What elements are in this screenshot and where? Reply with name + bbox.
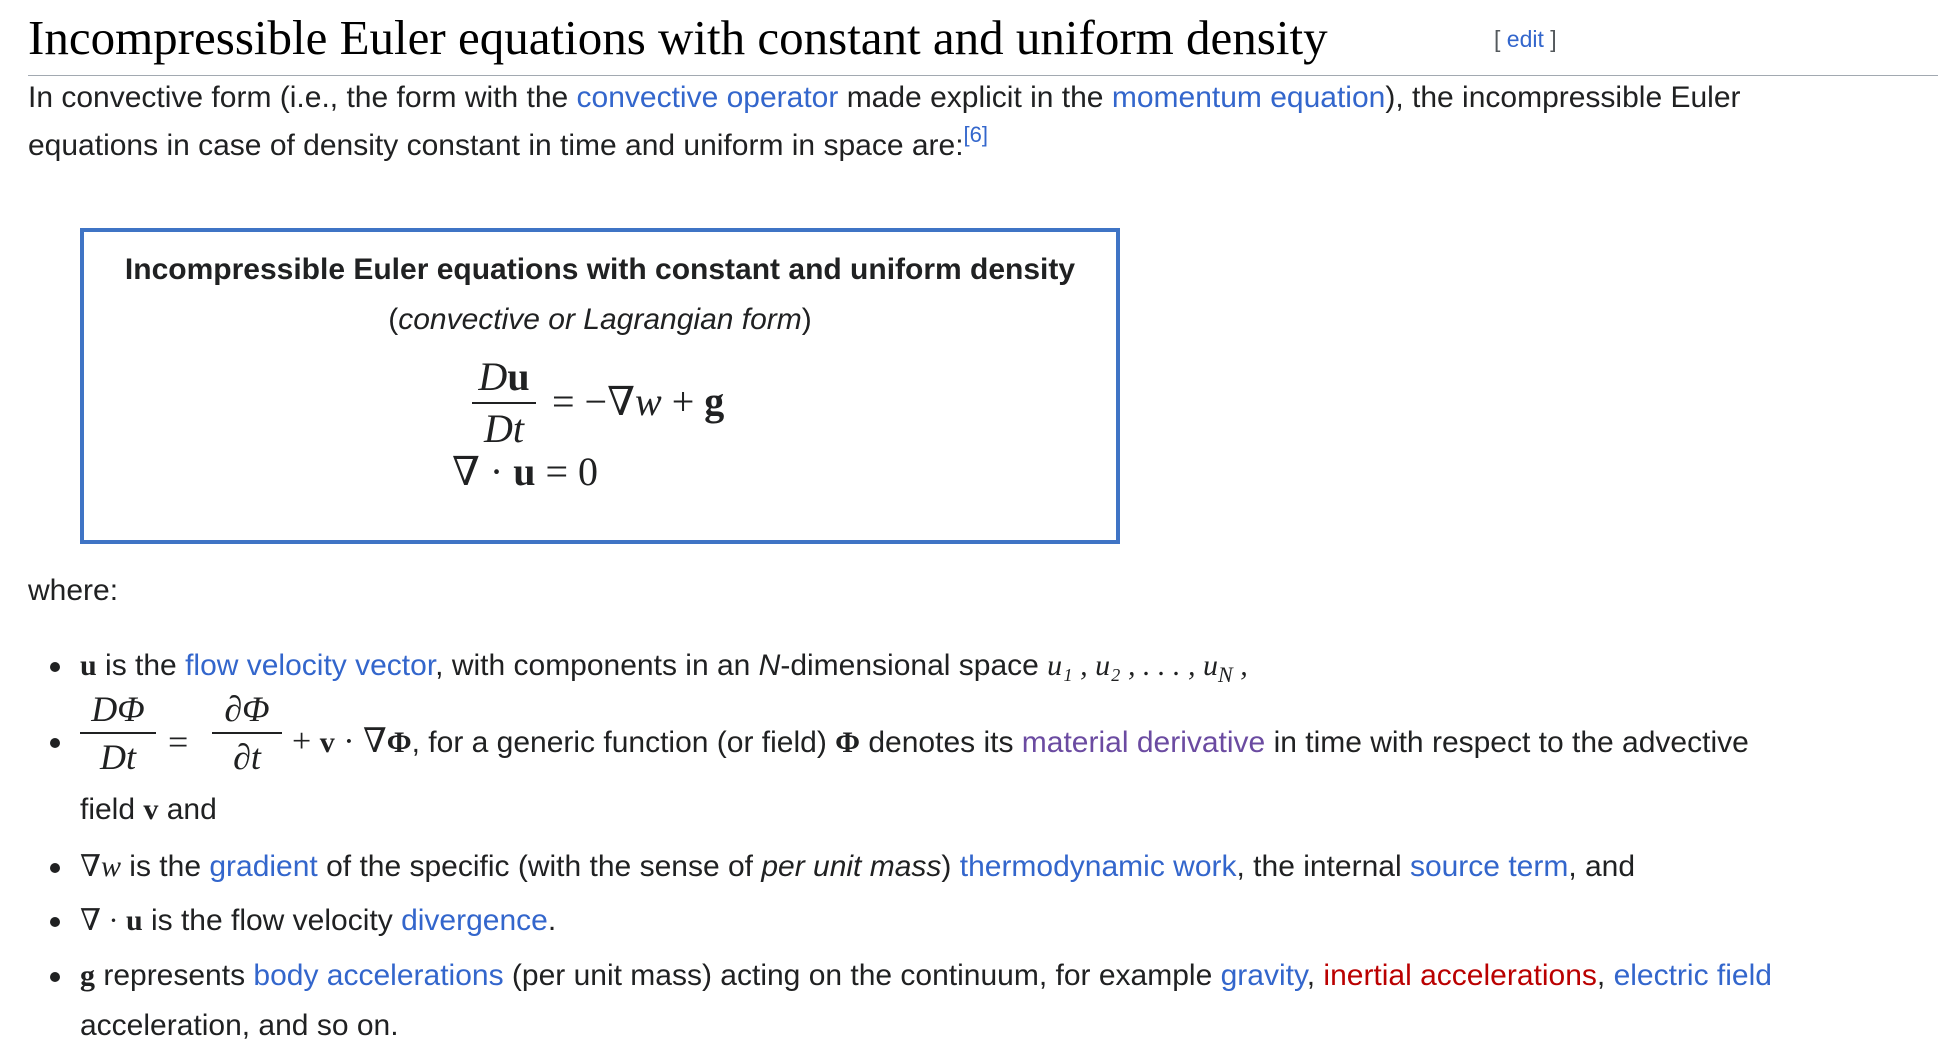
plus-sign: + — [292, 723, 320, 760]
bullet — [50, 972, 60, 982]
list-text: , for a generic function (or field) — [411, 726, 836, 759]
dot-nabla: · ∇ — [334, 723, 387, 760]
body-accelerations-link[interactable]: body accelerations — [253, 959, 504, 992]
gradient-link[interactable]: gradient — [209, 850, 318, 883]
edit-link[interactable]: edit — [1506, 26, 1544, 52]
list-text: ) — [941, 850, 960, 883]
momentum-rhs — [552, 380, 724, 424]
flow-velocity-vector-link[interactable]: flow velocity vector — [185, 649, 436, 682]
list-text: (per unit mass) acting on the continuum, for example — [503, 959, 1221, 992]
electric-field-link[interactable]: electric field — [1613, 959, 1772, 992]
list-text: , — [1306, 959, 1324, 992]
list-text: in time with respect to the advective — [1265, 726, 1749, 759]
momentum-equation-link[interactable]: momentum equation — [1111, 81, 1386, 114]
partial-derivative-fraction — [212, 688, 282, 778]
rhs-w: w — [635, 379, 662, 424]
list-text: , with components in an — [435, 649, 759, 682]
equals-sign: = — [168, 722, 189, 762]
material-derivative-link[interactable]: material derivative — [1021, 726, 1266, 759]
divergence-link[interactable]: divergence — [401, 904, 548, 937]
rhs-plus: + — [661, 379, 705, 424]
symbol-w: w — [100, 850, 121, 883]
list-text: denotes its — [860, 726, 1022, 759]
symbol-u: u — [80, 649, 97, 682]
edit-section — [1494, 26, 1557, 53]
paren-close: ) — [801, 303, 812, 336]
intro-text: equations in case of density constant in time and uniform in space are: — [28, 129, 964, 162]
convective-operator-link[interactable]: convective operator — [576, 81, 839, 114]
source-term-link[interactable]: source term — [1409, 850, 1569, 883]
components-math: u₁ , u₂ , . . . , $u_N$ , — [1047, 649, 1248, 687]
list-text: of the specific (with the sense of — [317, 850, 762, 883]
list-text: , — [1596, 959, 1614, 992]
bullet — [50, 863, 60, 873]
fraction-bar — [212, 732, 282, 734]
intro-paragraph-line2 — [28, 120, 988, 171]
list-item — [80, 841, 1635, 892]
bullet — [50, 917, 60, 927]
intro-text: In convective form (i.e., the form with the — [28, 81, 577, 114]
list-text: is the — [96, 649, 186, 682]
where-label: where: — [28, 574, 119, 607]
material-derivative-fraction — [80, 688, 156, 778]
list-text: , the internal — [1236, 850, 1410, 883]
section-heading — [28, 4, 1938, 76]
list-text: -dimensional space — [780, 649, 1048, 682]
list-text: . — [547, 904, 557, 937]
bullet — [50, 662, 60, 672]
list-text: represents — [95, 959, 254, 992]
rhs-nabla: = −∇ — [552, 379, 636, 424]
list-item — [80, 950, 1772, 1001]
nabla-symbol: ∇ — [80, 850, 101, 883]
fraction-bar — [80, 732, 156, 734]
paren-open: ( — [388, 303, 399, 336]
continuity-equation — [452, 450, 598, 494]
box-title: Incompressible Euler equations with constant and uniform density — [124, 253, 1076, 286]
nabla-dot-symbol: ∇ · — [80, 904, 126, 937]
citation-link[interactable]: [6] — [963, 122, 989, 147]
rhs-g: g — [704, 379, 725, 424]
list-text: field — [80, 793, 144, 826]
continuity-rhs: = 0 — [535, 449, 599, 494]
frac-num: DΦ — [91, 689, 145, 729]
inertial-accelerations-link[interactable]: inertial accelerations — [1323, 959, 1597, 992]
continuity-nabla: ∇ · — [452, 449, 514, 494]
box-subtitle — [84, 300, 1116, 340]
list-text: , and — [1568, 850, 1636, 883]
list-item-continuation: acceleration, and so on. — [80, 1009, 399, 1042]
italic-text: per unit mass — [761, 850, 942, 883]
frac-den: Dt — [100, 737, 136, 777]
symbol-v: v — [143, 793, 159, 826]
gravity-link[interactable]: gravity — [1220, 959, 1307, 992]
frac-den: ∂t — [233, 737, 261, 777]
symbol-phi: Φ — [386, 726, 412, 759]
list-item — [292, 716, 1749, 768]
frac-numerator-u: u — [507, 354, 530, 399]
edit-bracket-close: ] — [1543, 26, 1557, 52]
edit-bracket-open: [ — [1494, 26, 1507, 52]
frac-denominator: Dt — [484, 406, 524, 451]
momentum-fraction — [472, 354, 536, 452]
equation-box — [80, 228, 1120, 544]
list-text: and — [158, 793, 217, 826]
intro-text: ), the incompressible Euler — [1385, 81, 1741, 114]
thermodynamic-work-link[interactable]: thermodynamic work — [959, 850, 1237, 883]
symbol-v: v — [319, 726, 335, 759]
list-text: is the flow velocity — [142, 904, 402, 937]
symbol-phi: Φ — [835, 726, 861, 759]
symbol-u: u — [125, 904, 143, 937]
continuity-u: u — [513, 449, 536, 494]
frac-num: ∂Φ — [224, 689, 270, 729]
fraction-bar — [472, 402, 536, 404]
box-subtitle-italic: convective or Lagrangian form — [398, 303, 802, 336]
list-item-continuation — [80, 784, 217, 835]
frac-numerator-d: D — [478, 354, 508, 399]
symbol-g: g — [80, 959, 95, 992]
list-item — [80, 895, 556, 946]
bullet — [50, 738, 60, 748]
section-title: Incompressible Euler equations with constant and uniform density — [28, 10, 1328, 65]
italic-n: N — [758, 649, 781, 682]
intro-paragraph-line1 — [28, 72, 1741, 123]
intro-text: made explicit in the — [838, 81, 1112, 114]
list-text: is the — [120, 850, 210, 883]
